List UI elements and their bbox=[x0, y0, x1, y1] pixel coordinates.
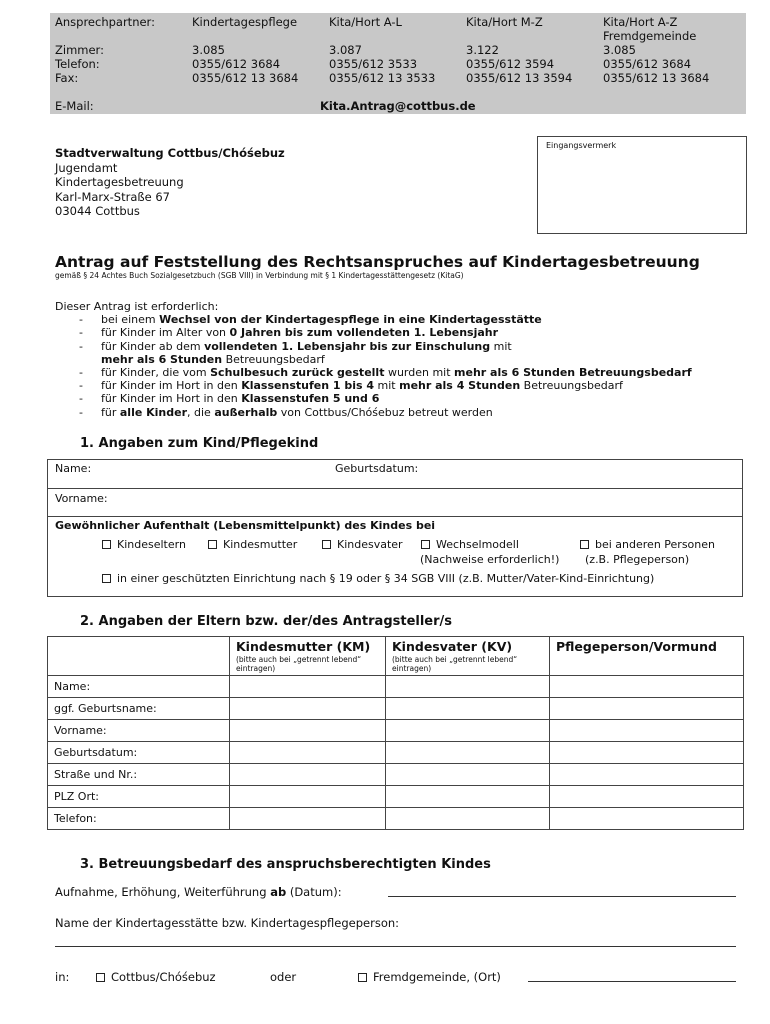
input-cell[interactable] bbox=[386, 720, 550, 742]
col-fax: 0355/612 13 3684 bbox=[603, 71, 710, 85]
row-divider bbox=[48, 488, 742, 489]
address-line: 03044 Cottbus bbox=[55, 204, 140, 218]
input-cell[interactable] bbox=[230, 786, 386, 808]
municipality-field[interactable] bbox=[528, 971, 736, 982]
option-protected-facility[interactable]: in einer geschützten Einrichtung nach § 19 oder § 34 SGB VIII (z.B. Mutter/Vater-Kind-Einrichtung) bbox=[102, 572, 654, 585]
child-birthdate-field[interactable]: Geburtsdatum: bbox=[335, 462, 419, 475]
contact-header bbox=[50, 13, 746, 114]
label-phone: Telefon: bbox=[55, 57, 100, 71]
label-contact: Ansprechpartner: bbox=[55, 15, 155, 29]
col-title: Kita/Hort M-Z bbox=[466, 15, 543, 29]
input-cell[interactable] bbox=[230, 764, 386, 786]
checkbox-icon[interactable] bbox=[580, 540, 589, 549]
parents-table bbox=[47, 636, 744, 830]
input-cell[interactable] bbox=[550, 742, 744, 764]
table-row: PLZ Ort: bbox=[48, 786, 744, 808]
form-title: Antrag auf Feststellung des Rechtsanspruches auf Kindertagesbetreuung bbox=[55, 253, 700, 271]
facility-label: Name der Kindertagesstätte bzw. Kindertagespflegeperson: bbox=[55, 916, 400, 930]
checkbox-icon[interactable] bbox=[102, 574, 111, 583]
col-room: 3.122 bbox=[466, 43, 499, 57]
input-cell[interactable] bbox=[550, 676, 744, 698]
input-cell[interactable] bbox=[386, 698, 550, 720]
input-cell[interactable] bbox=[550, 764, 744, 786]
column-father: Kindesvater (KV) (bitte auch bei „getrennt lebend“ eintragen) bbox=[386, 637, 550, 676]
child-firstname-field[interactable]: Vorname: bbox=[55, 492, 108, 505]
col-phone: 0355/612 3684 bbox=[192, 57, 281, 71]
option-cottbus[interactable]: Cottbus/Chóśebuz bbox=[96, 970, 216, 984]
input-cell[interactable] bbox=[386, 808, 550, 830]
input-cell[interactable] bbox=[550, 698, 744, 720]
residence-label: Gewöhnlicher Aufenthalt (Lebensmittelpunkt) des Kindes bei bbox=[55, 519, 436, 532]
table-row: Straße und Nr.: bbox=[48, 764, 744, 786]
requirements-lead: Dieser Antrag ist erforderlich: bbox=[55, 300, 219, 313]
checkbox-icon[interactable] bbox=[421, 540, 430, 549]
col-room: 3.085 bbox=[192, 43, 225, 57]
col-phone: 0355/612 3594 bbox=[466, 57, 555, 71]
list-item-continuation: mehr als 6 Stunden Betreuungsbedarf bbox=[101, 352, 325, 366]
input-cell[interactable] bbox=[230, 742, 386, 764]
input-cell[interactable] bbox=[386, 676, 550, 698]
input-cell[interactable] bbox=[386, 786, 550, 808]
list-item: - für Kinder im Hort in den Klassenstufen 1 bis 4 mit mehr als 4 Stunden Betreuungsbedarf bbox=[79, 379, 623, 393]
input-cell[interactable] bbox=[550, 808, 744, 830]
note-foster-person: (z.B. Pflegeperson) bbox=[585, 553, 690, 566]
form-subtitle: gemäß § 24 Achtes Buch Sozialgesetzbuch (SGB VIII) in Verbindung mit § 1 Kindertagesstättengesetz (KitaG) bbox=[55, 271, 464, 280]
table-row: Name: bbox=[48, 676, 744, 698]
table-row: ggf. Geburtsname: bbox=[48, 698, 744, 720]
checkbox-icon[interactable] bbox=[102, 540, 111, 549]
col-title: Kita/Hort A-Z bbox=[603, 15, 678, 29]
table-row: Geburtsdatum: bbox=[48, 742, 744, 764]
receipt-stamp-box bbox=[537, 136, 747, 234]
label-fax: Fax: bbox=[55, 71, 79, 85]
list-item: - für Kinder ab dem vollendeten 1. Lebensjahr bis zur Einschulung mit bbox=[79, 339, 512, 353]
list-item: - bei einem Wechsel von der Kindertagespflege in eine Kindertagesstätte bbox=[79, 313, 542, 327]
list-item: - für Kinder im Alter von 0 Jahren bis zum vollendeten 1. Lebensjahr bbox=[79, 326, 499, 340]
or-label: oder bbox=[270, 970, 297, 984]
list-item: - für alle Kinder, die außerhalb von Cottbus/Chóśebuz betreut werden bbox=[79, 405, 493, 419]
option-alternating[interactable]: Wechselmodell bbox=[421, 538, 519, 551]
col-fax: 0355/612 13 3684 bbox=[192, 71, 299, 85]
column-guardian: Pflegeperson/Vormund bbox=[550, 637, 744, 676]
facility-field[interactable] bbox=[55, 936, 736, 947]
col-title: Kita/Hort A-L bbox=[329, 15, 402, 29]
admission-date-field[interactable] bbox=[388, 886, 736, 897]
col-phone: 0355/612 3684 bbox=[603, 57, 692, 71]
list-item: - für Kinder, die vom Schulbesuch zurück gestellt wurden mit mehr als 6 Stunden Betreuungsbedarf bbox=[79, 366, 692, 380]
label-room: Zimmer: bbox=[55, 43, 104, 57]
option-mother[interactable]: Kindesmutter bbox=[208, 538, 297, 551]
address-line: Kindertagesbetreuung bbox=[55, 175, 184, 189]
table-corner bbox=[48, 637, 230, 676]
table-row: Vorname: bbox=[48, 720, 744, 742]
input-cell[interactable] bbox=[230, 676, 386, 698]
section-2-heading: 2. Angaben der Eltern bzw. der/des Antragsteller/s bbox=[80, 614, 453, 629]
row-divider bbox=[48, 516, 742, 517]
receipt-stamp-label: Eingangsvermerk bbox=[546, 141, 617, 150]
section-1-heading: 1. Angaben zum Kind/Pflegekind bbox=[80, 436, 319, 451]
child-name-field[interactable]: Name: bbox=[55, 462, 92, 475]
col-title: Kindertagespflege bbox=[192, 15, 298, 29]
input-cell[interactable] bbox=[386, 764, 550, 786]
checkbox-icon[interactable] bbox=[322, 540, 331, 549]
option-other-persons[interactable]: bei anderen Personen bbox=[580, 538, 715, 551]
checkbox-icon[interactable] bbox=[358, 973, 367, 982]
admission-date-line: Aufnahme, Erhöhung, Weiterführung ab (Datum): bbox=[55, 885, 342, 899]
section-3-heading: 3. Betreuungsbedarf des anspruchsberechtigten Kindes bbox=[80, 857, 491, 872]
column-mother: Kindesmutter (KM) (bitte auch bei „getrennt lebend“ eintragen) bbox=[230, 637, 386, 676]
option-other-municipality[interactable]: Fremdgemeinde, (Ort) bbox=[358, 970, 501, 984]
table-row: Telefon: bbox=[48, 808, 744, 830]
col-phone: 0355/612 3533 bbox=[329, 57, 418, 71]
input-cell[interactable] bbox=[550, 720, 744, 742]
address-line: Karl-Marx-Straße 67 bbox=[55, 189, 170, 204]
input-cell[interactable] bbox=[550, 786, 744, 808]
col-fax: 0355/612 13 3594 bbox=[466, 71, 573, 85]
note-proof-required: (Nachweise erforderlich!) bbox=[420, 553, 560, 566]
input-cell[interactable] bbox=[230, 720, 386, 742]
input-cell[interactable] bbox=[230, 808, 386, 830]
child-info-table bbox=[47, 459, 743, 597]
address-org: Stadtverwaltung Cottbus/Chóśebuz bbox=[55, 146, 285, 160]
label-email: E-Mail: bbox=[55, 99, 94, 113]
email-address[interactable]: Kita.Antrag@cottbus.de bbox=[320, 99, 476, 113]
checkbox-icon[interactable] bbox=[96, 973, 105, 982]
recipient-address bbox=[55, 146, 285, 219]
option-parents[interactable]: Kindeseltern bbox=[102, 538, 186, 551]
list-item: - für Kinder im Hort in den Klassenstufen 5 und 6 bbox=[79, 392, 380, 406]
col-room: 3.085 bbox=[603, 43, 636, 57]
col-title-2: Fremdgemeinde bbox=[603, 29, 697, 43]
col-room: 3.087 bbox=[329, 43, 362, 57]
location-in-label: in: bbox=[55, 970, 70, 984]
input-cell[interactable] bbox=[230, 698, 386, 720]
address-line: Jugendamt bbox=[55, 160, 118, 175]
col-fax: 0355/612 13 3533 bbox=[329, 71, 436, 85]
input-cell[interactable] bbox=[386, 742, 550, 764]
requirements-list bbox=[55, 300, 692, 419]
checkbox-icon[interactable] bbox=[208, 540, 217, 549]
option-father[interactable]: Kindesvater bbox=[322, 538, 403, 551]
